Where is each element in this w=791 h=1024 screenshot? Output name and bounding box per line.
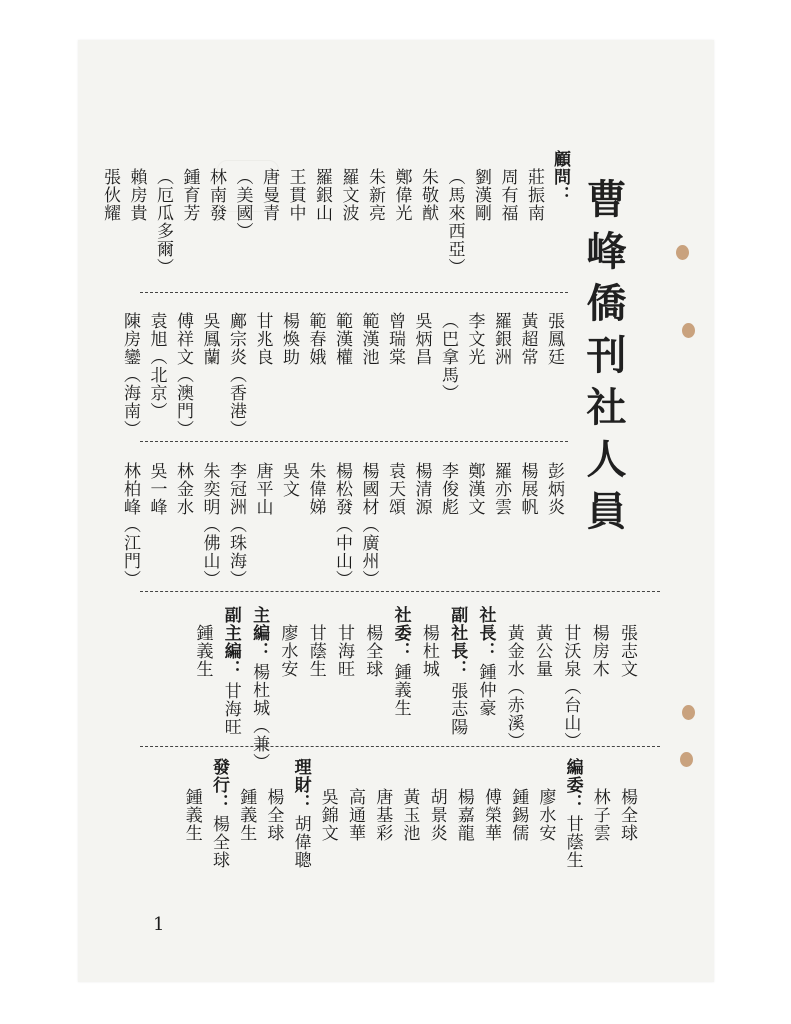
binding-hole: [682, 323, 695, 338]
staff-name: 楊杜城（兼）: [249, 663, 270, 771]
staff-name: 廖水安: [277, 624, 298, 678]
staff-name: 甘海旺: [334, 624, 354, 678]
advisor-name: 袁天頌: [385, 462, 405, 516]
advisor-name: 劉漢剛: [471, 168, 491, 222]
advisor-name: 吳炳昌: [411, 312, 432, 366]
binding-hole: [680, 752, 693, 767]
staff-name: 楊全球: [362, 624, 383, 678]
dashed-divider: [140, 441, 568, 442]
advisor-name: 吳文: [279, 462, 299, 498]
advisor-name: 吳一峰: [146, 462, 167, 516]
staff-name: 廖水安: [535, 788, 556, 842]
advisor-name: 朱偉娣: [305, 462, 326, 516]
advisor-name: （厄瓜多爾）: [153, 168, 173, 276]
dashed-divider: [140, 746, 660, 747]
advisor-name: 楊展帆: [517, 462, 538, 516]
advisor-name: 楊松發（中山）: [332, 462, 352, 588]
page-number: 1: [153, 914, 165, 935]
page-title: 曹峰僑刊社人員: [580, 178, 627, 542]
advisor-name: 林南發: [206, 168, 226, 222]
advisor-name: 王貫中: [285, 168, 306, 222]
dashed-divider: [140, 292, 568, 293]
staff-name: 楊嘉龍: [453, 788, 474, 842]
role-label: 主編：: [249, 606, 270, 660]
role-label: 編委：: [562, 758, 583, 812]
role-label: 社長：: [475, 606, 496, 660]
staff-name: 楊房木: [588, 624, 609, 678]
staff-name: 楊杜城: [418, 624, 439, 678]
advisor-name: 周有福: [497, 168, 518, 222]
role-label: 副社長：: [447, 606, 468, 678]
dashed-divider: [140, 591, 660, 592]
advisor-name: 楊清源: [411, 462, 432, 516]
staff-name: 胡景炎: [426, 788, 447, 842]
role-label: 發行：: [209, 758, 229, 812]
role-label: 理財：: [290, 758, 311, 812]
advisor-name: 林柏峰（江門）: [120, 462, 140, 588]
staff-name: 張志文: [617, 624, 637, 678]
advisor-name: 陳房鑾（海南）: [120, 312, 140, 438]
advisor-name: 賴房貴: [126, 168, 147, 222]
staff-name: 鍾義生: [192, 624, 213, 678]
staff-name: 鍾仲豪: [475, 663, 496, 717]
advisor-name: 袁旭（北京）: [146, 312, 167, 420]
advisor-name: 鄭偉光: [391, 168, 412, 222]
advisor-name: 羅文波: [338, 168, 359, 222]
staff-name: 甘蔭生: [562, 815, 583, 869]
staff-name: 黃金水（赤溪）: [503, 624, 524, 750]
advisor-name: （馬來西亞）: [444, 168, 465, 276]
binding-hole: [676, 245, 689, 260]
advisor-name: 朱奕明（佛山）: [199, 462, 220, 588]
staff-name: 黃玉池: [399, 788, 420, 842]
staff-name: 甘海旺: [220, 682, 241, 736]
staff-name: 胡偉聰: [290, 815, 311, 869]
staff-name: 林子雲: [589, 788, 610, 842]
staff-name: 高通華: [345, 788, 365, 842]
advisor-name: （巴拿馬）: [438, 312, 458, 402]
staff-name: 楊全球: [209, 815, 229, 869]
advisor-name: 唐平山: [252, 462, 273, 516]
advisor-name: 範春娥: [305, 312, 326, 366]
advisor-name: 李文光: [464, 312, 485, 366]
advisor-name: 張伙耀: [100, 168, 120, 222]
role-label: 社委：: [390, 606, 411, 660]
advisor-name: 張鳳廷: [544, 312, 564, 366]
advisor-name: 朱新亮: [365, 168, 385, 222]
advisor-name: 楊煥助: [279, 312, 299, 366]
advisor-name: 楊國材（廣州）: [358, 462, 379, 588]
advisor-name: 唐曼青: [259, 168, 279, 222]
staff-name: 張志陽: [447, 682, 468, 736]
advisor-name: 甘兆良: [252, 312, 273, 366]
advisor-name: 黃超常: [517, 312, 538, 366]
advisor-name: 彭炳炎: [544, 462, 564, 516]
advisor-name: 李冠洲（珠海）: [226, 462, 246, 588]
staff-name: 楊全球: [263, 788, 284, 842]
staff-name: 鍾義生: [181, 788, 202, 842]
advisor-name: 羅亦雲: [491, 462, 511, 516]
advisor-name: 吳鳳蘭: [199, 312, 220, 366]
advisor-name: 鄭漢文: [464, 462, 485, 516]
binding-hole: [682, 705, 695, 720]
advisor-name: 莊振南: [524, 168, 544, 222]
staff-name: 唐基彩: [372, 788, 393, 842]
staff-name: 鍾錫儒: [508, 788, 529, 842]
advisor-name: 李俊彪: [438, 462, 458, 516]
advisor-name: 曾瑞棠: [385, 312, 405, 366]
staff-name: 楊全球: [617, 788, 637, 842]
staff-name: 吳錦文: [317, 788, 338, 842]
advisor-name: 朱敬猷: [418, 168, 438, 222]
staff-name: 鍾義生: [390, 663, 411, 717]
staff-name: 甘沃泉（台山）: [560, 624, 581, 750]
advisor-name: 範漢池: [358, 312, 379, 366]
staff-name: 甘蔭生: [305, 624, 326, 678]
advisor-name: 鍾育芳: [179, 168, 200, 222]
advisor-name: 羅銀洲: [491, 312, 511, 366]
staff-name: 黃公量: [532, 624, 553, 678]
advisor-name: 林金水: [173, 462, 193, 516]
advisor-name: 羅銀山: [312, 168, 332, 222]
role-label: 副主編：: [220, 606, 241, 678]
advisors-label: 顧問：: [550, 150, 570, 204]
staff-name: 傅榮華: [481, 788, 501, 842]
advisor-name: 傅祥文（澳門）: [173, 312, 193, 438]
advisor-name: （美國）: [232, 168, 253, 240]
staff-name: 鍾義生: [236, 788, 257, 842]
advisor-name: 範漢權: [332, 312, 352, 366]
advisor-name: 鄺宗炎（香港）: [226, 312, 246, 438]
